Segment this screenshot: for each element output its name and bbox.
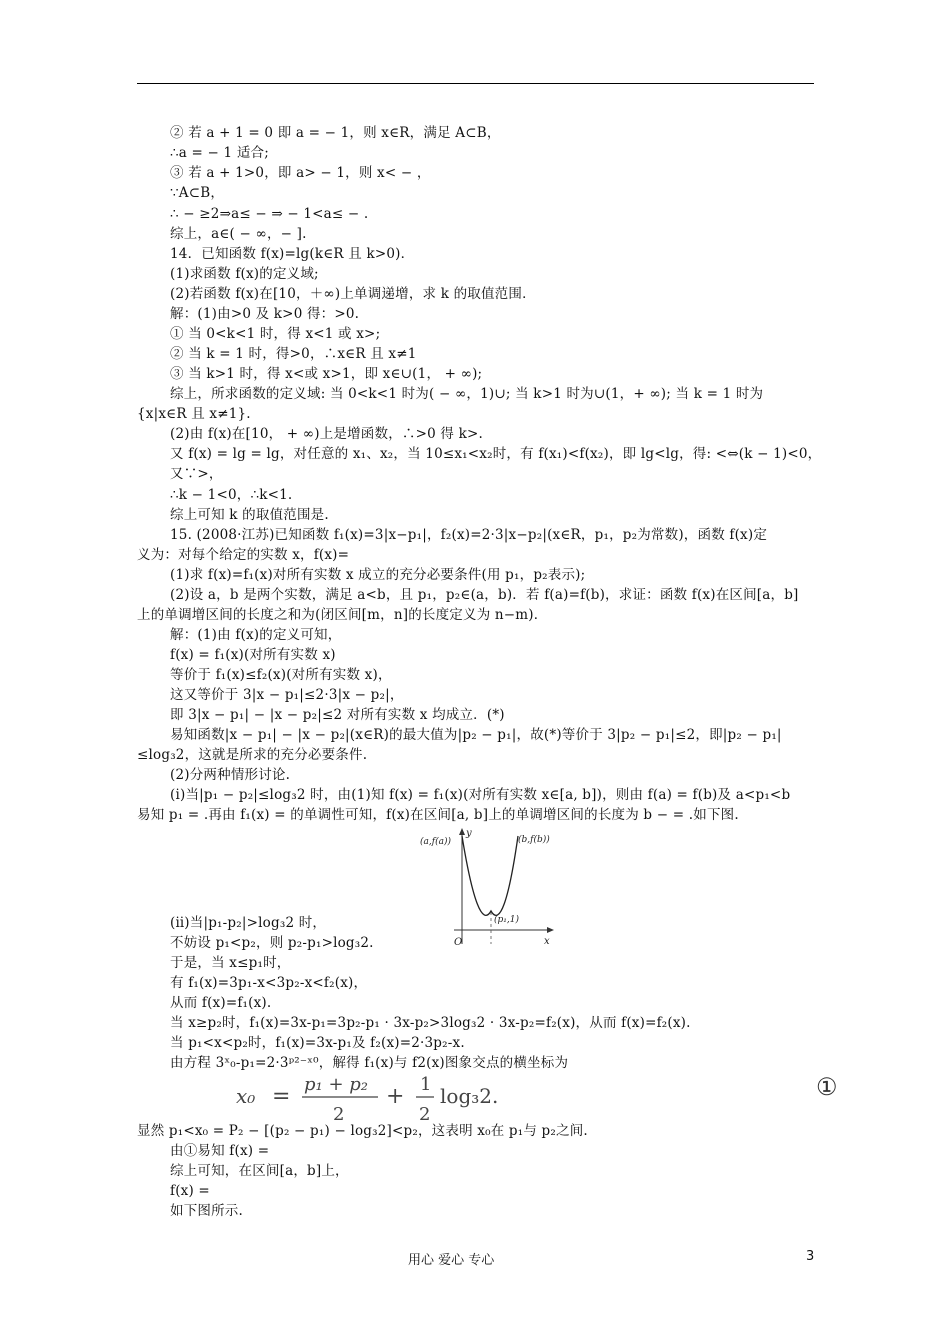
header-rule [137, 83, 814, 84]
text-line: (1)求 f(x)=f₁(x)对所有实数 x 成立的充分必要条件(用 p₁，p₂表示); [170, 567, 586, 583]
text-line: 义为：对每个给定的实数 x，f(x)= [137, 547, 350, 563]
graph-label-a: (a,f(a)) [420, 837, 451, 847]
text-line: (2)设 a，b 是两个实数，满足 a<b，且 p₁，p₂∈(a，b)．若 f(a)=f(b)，求证：函数 f(x)在区间[a，b] [170, 587, 799, 603]
text-line: f(x) = [170, 1183, 210, 1199]
formula-marker: ① [816, 1073, 838, 1101]
text-line: 由①易知 f(x) = [170, 1143, 270, 1159]
text-line: 综上可知，在区间[a，b]上， [170, 1163, 349, 1179]
text-line: 综上，a∈( − ∞，− ]. [170, 226, 307, 242]
text-line: 这又等价于 3|x − p₁|≤2·3|x − p₂|， [170, 687, 404, 703]
text-line: ② 若 a + 1 = 0 即 a = − 1，则 x∈R，满足 A⊂B， [170, 125, 501, 141]
text-line: (2)由 f(x)在[10， + ∞)上是增函数，∴>0 得 k>. [170, 426, 483, 442]
text-line: 等价于 f₁(x)≤f₂(x)(对所有实数 x)， [170, 667, 392, 683]
text-line: ∴k − 1<0，∴k<1. [170, 487, 293, 503]
display-formula [232, 1070, 852, 1126]
text-line: f(x) = f₁(x)(对所有实数 x) [170, 647, 336, 663]
text-line: 显然 p₁<x₀ = P₂ − [(p₂ − p₁) − log₃2]<p₂，这表明 x₀在 p₁与 p₂之间. [137, 1123, 588, 1139]
graph-axis-y: y [466, 828, 472, 839]
text-line: 如下图所示. [170, 1203, 243, 1219]
solution-label: 解：(1)由>0 及 k>0 得：>0. [170, 306, 360, 322]
text-line: 易知 p₁ = .再由 f₁(x) = 的单调性可知，f(x)在区间[a, b]上的单调增区间的长度为 b − = .如下图. [137, 807, 739, 823]
graph-axis-x: x [544, 936, 550, 947]
text-line: 当 x≥p₂时，f₁(x)=3x-p₁=3p₂-p₁ · 3x-p₂>3log₃2 · 3x-p₂=f₂(x)，从而 f(x)=f₂(x). [170, 1015, 691, 1031]
text-line: 即 3|x − p₁| − |x − p₂|≤2 对所有实数 x 均成立．(*) [170, 707, 505, 723]
text-line: (1)求函数 f(x)的定义域; [170, 266, 319, 282]
problem-14-title: 14．已知函数 f(x)=lg(k∈R 且 k>0)． [170, 246, 415, 262]
problem-15-title: 15. (2008·江苏)已知函数 f₁(x)=3|x−p₁|，f₂(x)=2·3|x−p₂|(x∈R，p₁，p₂为常数)，函数 f(x)定 [170, 527, 768, 543]
text-line: (ⅱ)当|p₁-p₂|>log₃2 时， [170, 915, 327, 931]
text-line: ③ 当 k>1 时，得 x<或 x>1，即 x∈∪(1， + ∞); [170, 366, 483, 382]
graph-origin: O [454, 937, 463, 948]
text-line: (2)若函数 f(x)在[10，＋∞)上单调递增，求 k 的取值范围． [170, 286, 536, 302]
text-line: 易知函数|x − p₁| − |x − p₂|(x∈R)的最大值为|p₂ − p₁|，故(*)等价于 3|p₂ − p₁|≤2，即|p₂ − p₁| [170, 727, 782, 743]
text-line: 于是，当 x≤p₁时， [170, 955, 291, 971]
text-line: 当 p₁<x<p₂时，f₁(x)=3x-p₁及 f₂(x)=2·3p₂-x. [170, 1035, 465, 1051]
text-line: 又 f(x) = lg = lg，对任意的 x₁、x₂，当 10≤x₁<x₂时，有 f(x₁)<f(x₂)，即 lg<lg，得: <⇔(k − 1)<0， [170, 446, 822, 462]
text-line: 综上可知 k 的取值范围是. [170, 507, 329, 523]
page-footer: 用心 爱心 专心 [408, 1253, 495, 1268]
text-line: ≤log₃2，这就是所求的充分必要条件. [137, 747, 368, 763]
text-line: ∵A⊂B， [170, 185, 225, 201]
page-number: 3 [806, 1249, 815, 1264]
text-line: 有 f₁(x)=3p₁-x<3p₂-x<f₂(x)， [170, 975, 368, 991]
formula-half-den: 2 [419, 1104, 431, 1125]
solution-label: 解：(1)由 f(x)的定义可知， [170, 627, 342, 643]
formula-half-num: 1 [420, 1074, 432, 1095]
formula-eq: = [272, 1084, 291, 1109]
text-line: (2)分两种情形讨论. [170, 767, 291, 783]
text-line: ∴a = − 1 适合; [170, 145, 269, 161]
text-line: 从而 f(x)=f₁(x). [170, 995, 272, 1011]
text-line: (ⅰ)当|p₁ − p₂|≤log₃2 时，由(1)知 f(x) = f₁(x)(对所有实数 x∈[a, b])，则由 f(a) = f(b)及 a<p₁<b [170, 787, 791, 803]
text-line: 由方程 3ˣ₀-p₁=2·3ᵖ²⁻ˣ⁰，解得 f₁(x)与 f2(x)图象交点的横坐标为 [170, 1055, 569, 1071]
formula-plus: + [386, 1084, 405, 1109]
graph-label-b: (b,f(b)) [518, 835, 550, 845]
text-line: ∴ − ≥2⇒a≤ − ⇒ − 1<a≤ − . [170, 206, 369, 222]
text-line: 不妨设 p₁<p₂，则 p₂-p₁>log₃2. [170, 935, 374, 951]
text-line: ② 当 k = 1 时，得>0，∴x∈R 且 x≠1 [170, 346, 417, 362]
text-line: 综上，所求函数的定义域: 当 0<k<1 时为( − ∞，1)∪; 当 k>1 时为∪(1，+ ∞); 当 k = 1 时为 [170, 386, 764, 402]
formula-den: 2 [333, 1104, 345, 1125]
formula-log: log₃2. [440, 1084, 499, 1108]
graph-label-min: (p₁,1) [494, 915, 519, 925]
formula-num: p₁ + p₂ [304, 1074, 369, 1095]
text-line: 上的单调增区间的长度之和为(闭区间[m，n]的长度定义为 n−m)． [137, 607, 548, 623]
text-line: ③ 若 a + 1>0，即 a> − 1，则 x< − ， [170, 165, 431, 181]
text-line: 又∵>， [170, 466, 223, 482]
parabola-figure [418, 826, 558, 950]
text-line: {x|x∈R 且 x≠1}. [137, 406, 251, 422]
text-line: ① 当 0<k<1 时，得 x<1 或 x>; [170, 326, 381, 342]
formula-lhs: x₀ [236, 1084, 256, 1108]
